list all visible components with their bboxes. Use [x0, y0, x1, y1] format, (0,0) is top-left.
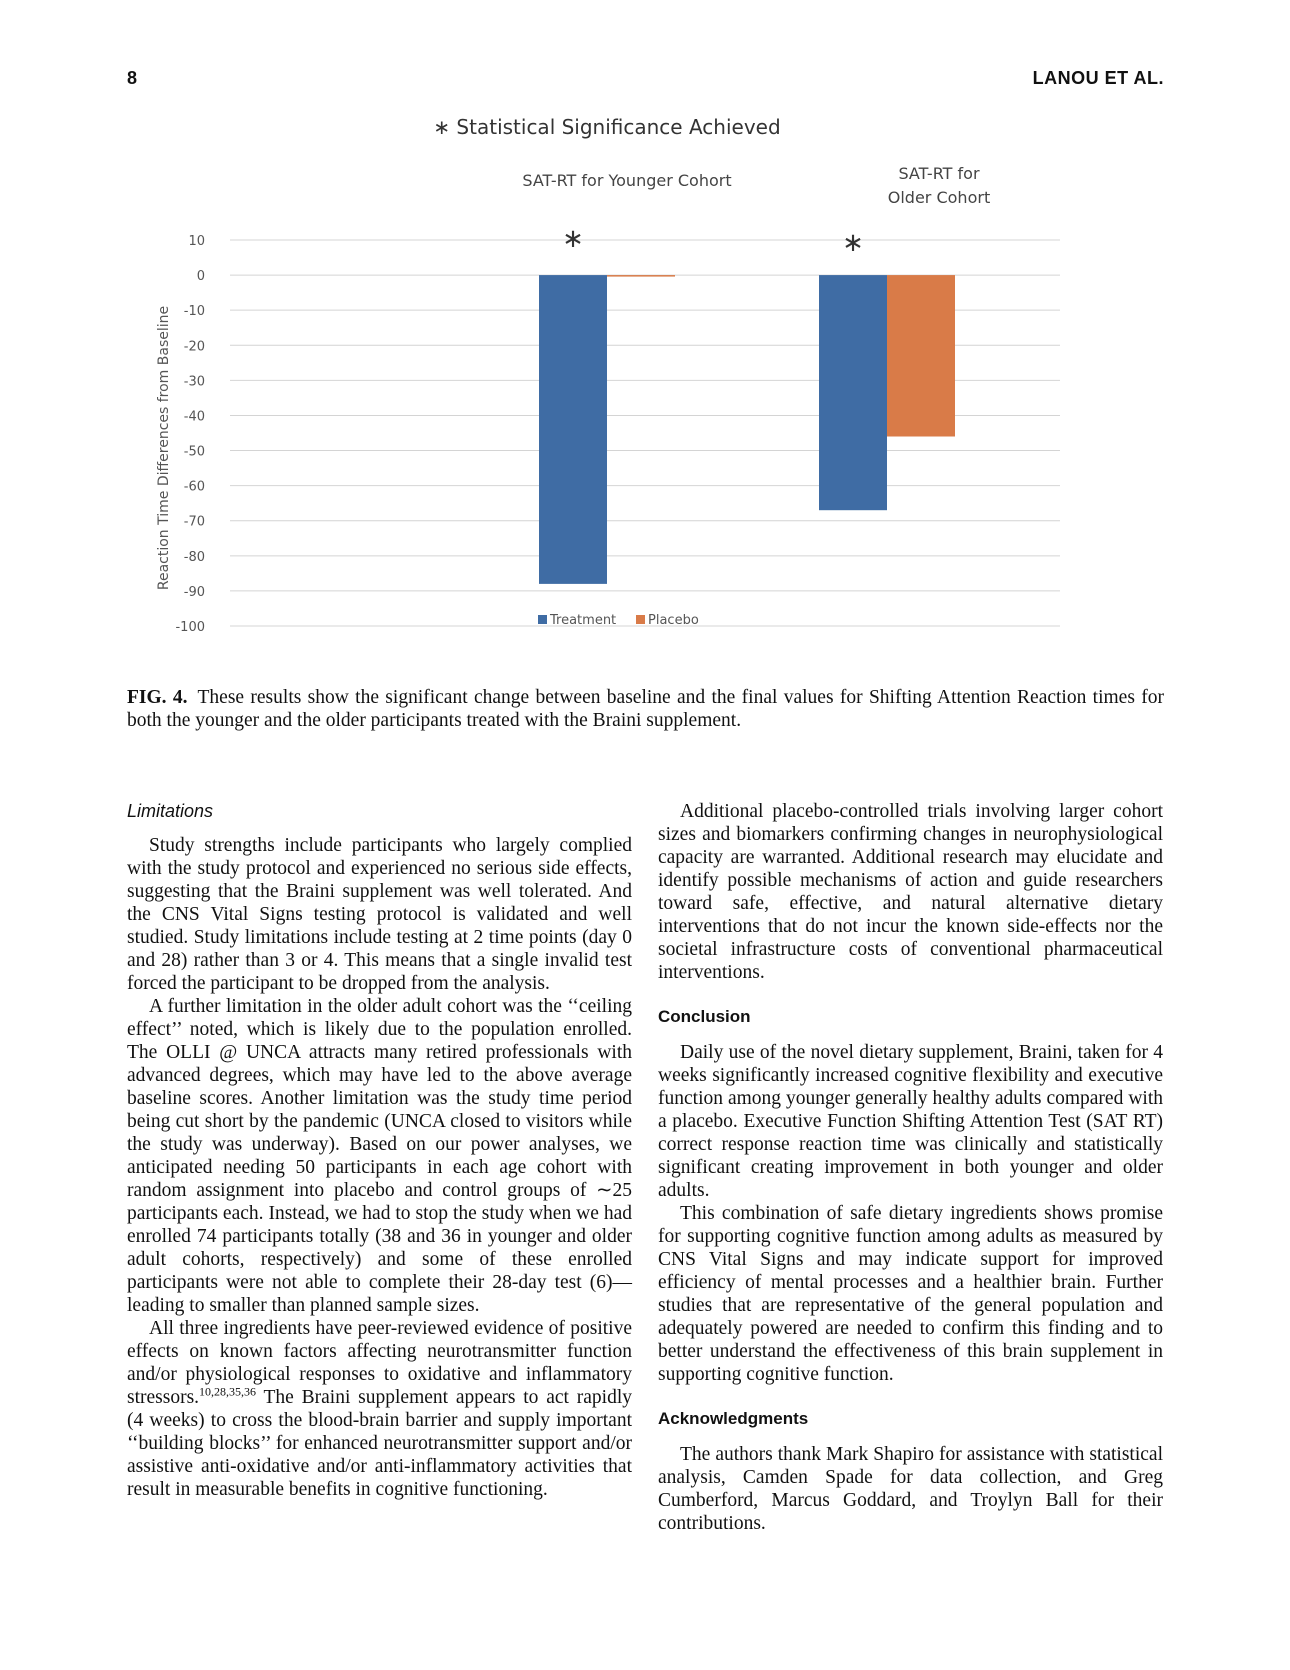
y-axis-label: Reaction Time Differences from Baseline: [156, 305, 172, 591]
citation-superscript: 10,28,35,36: [199, 1384, 257, 1399]
figure-caption-text: These results show the significant change between baseline and the final values for Shifting Attention Reaction times for both the younger and the older participants treated with the Braini supplement.: [127, 687, 1164, 731]
y-tick-label: -90: [183, 584, 205, 600]
acknowledgments-heading: Acknowledgments: [658, 1409, 809, 1428]
y-tick-label: -100: [175, 620, 205, 635]
additional-trials-paragraph: Additional placebo-controlled trials involving larger cohort sizes and biomarkers confirming changes in neurophysiological capacity are warranted. Additional research may elucidate and identify possible mechanisms of action and guide researchers toward safe, effective, and natural alternative dietary interventions that do not incur the known side-effects nor the societal infrastructure costs of conventional pharmaceutical interventions.: [658, 801, 1163, 983]
running-header: [127, 68, 1164, 98]
y-tick-label: 10: [188, 234, 205, 249]
legend-label-treatment: Treatment: [550, 613, 617, 628]
category-label: SAT-RT for Younger Cohort: [522, 171, 732, 190]
limitations-heading: Limitations: [127, 801, 214, 821]
figure-4-bar-chart: [150, 110, 1140, 670]
y-tick-label: -60: [183, 479, 205, 495]
conclusion-paragraph-2: This combination of safe dietary ingredients shows promise for supporting cognitive function among adults as measured by CNS Vital Signs and may indicate support for improved efficiency of mental processes and a healthier brain. Further studies that are representative of the general population and adequately powered are needed to confirm this finding and to better understand the effectiveness of this brain supplement in supporting cognitive function.: [658, 1203, 1163, 1385]
bar-placebo: [607, 275, 675, 277]
left-column: [127, 800, 632, 1501]
category-label: SAT-RT for: [898, 164, 980, 183]
y-tick-label: -30: [183, 374, 205, 390]
legend-swatch-placebo: [636, 615, 645, 624]
y-tick-label: -20: [183, 339, 205, 355]
y-tick-label: 0: [196, 269, 205, 285]
y-tick-label: -70: [183, 514, 205, 530]
category-label: Older Cohort: [887, 188, 991, 207]
right-column: [658, 800, 1163, 1535]
y-tick-label: -40: [183, 409, 205, 425]
y-tick-label: -50: [183, 444, 205, 460]
page-number: 8: [127, 68, 138, 88]
bar-treatment: [539, 275, 607, 584]
legend-label-placebo: Placebo: [648, 613, 699, 628]
significance-asterisk: ∗: [562, 224, 584, 254]
chart-title: ∗ Statistical Significance Achieved: [433, 115, 781, 139]
bar-treatment: [819, 275, 887, 510]
running-title: LANOU ET AL.: [1032, 68, 1164, 88]
figure-caption-label: FIG. 4.: [127, 687, 188, 708]
conclusion-heading: Conclusion: [658, 1007, 751, 1026]
paragraph-3-text-after: The Braini supplement appears to act rapidly (4 weeks) to cross the blood-brain barrier and supply important ‘‘building blocks’’ for enhanced neurotransmitter support and/or assistive anti-oxidative and/or anti-inflammatory activities that result in measurable benefits in cognitive functioning.: [127, 1387, 632, 1500]
y-tick-label: -10: [183, 304, 205, 320]
figure-caption: [127, 686, 1164, 732]
paragraph-3-text-before: All three ingredients have peer-reviewed evidence of positive effects on known factors affecting neurotransmitter function and/or physiological responses to oxidative and inflammatory stressors.: [127, 1318, 632, 1408]
bar-placebo: [887, 275, 955, 436]
y-tick-label: -80: [183, 549, 205, 565]
acknowledgments-paragraph: The authors thank Mark Shapiro for assistance with statistical analysis, Camden Spade for data collection, and Greg Cumberford, Marcus Goddard, and Troylyn Ball for their contributions.: [658, 1444, 1163, 1534]
limitations-paragraph-3: [127, 1317, 632, 1501]
significance-asterisk: ∗: [842, 228, 864, 258]
conclusion-paragraph-1: Daily use of the novel dietary supplement, Braini, taken for 4 weeks significantly increased cognitive flexibility and executive function among younger generally healthy adults compared with a placebo. Executive Function Shifting Attention Test (SAT RT) correct response reaction time was clinically and statistically significant creating improvement in both younger and older adults.: [658, 1042, 1163, 1201]
limitations-paragraph-2: A further limitation in the older adult cohort was the ‘‘ceiling effect’’ noted, which is likely due to the population enrolled. The OLLI @ UNCA attracts many retired professionals with advanced degrees, which may have led to the above average baseline scores. Another limitation was the study time period being cut short by the pandemic (UNCA closed to visitors while the study was underway). Based on our power analyses, we anticipated needing 50 participants in each age cohort with random assignment into placebo and control groups of ∼25 participants each. Instead, we had to stop the study when we had enrolled 74 participants totally (38 and 36 in younger and older adult cohorts, respectively) and some of these enrolled participants were not able to complete their 28-day test (6)—leading to smaller than planned sample sizes.: [127, 996, 632, 1316]
legend-swatch-treatment: [538, 615, 547, 624]
limitations-paragraph-1: Study strengths include participants who largely complied with the study protocol and experienced no serious side effects, suggesting that the Braini supplement was well tolerated. And the CNS Vital Signs testing protocol is validated and well studied. Study limitations include testing at 2 time points (day 0 and 28) rather than 3 or 4. This means that a single invalid test forced the participant to be dropped from the analysis.: [127, 835, 632, 994]
